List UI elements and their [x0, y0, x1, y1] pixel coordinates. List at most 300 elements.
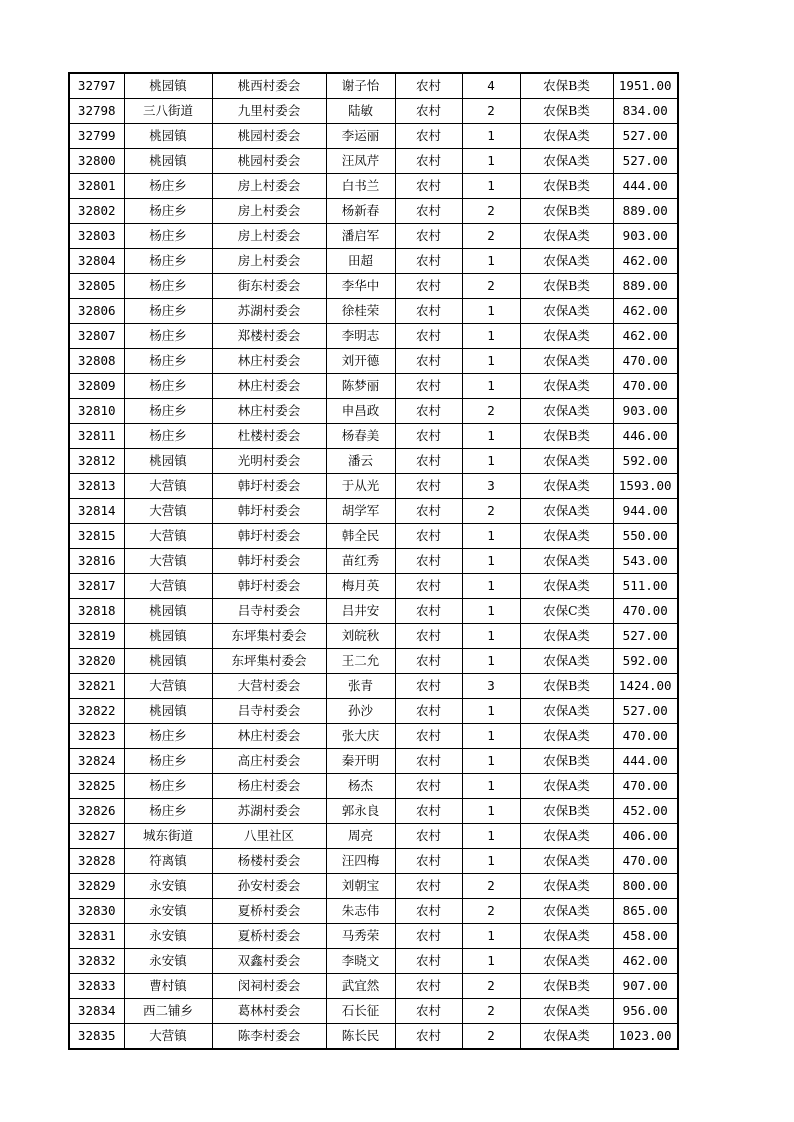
household-count-cell: 1: [462, 299, 520, 324]
committee-cell: 双鑫村委会: [212, 949, 326, 974]
household-count-cell: 2: [462, 274, 520, 299]
area-type-cell: 农村: [395, 424, 462, 449]
township-cell: 杨庄乡: [124, 749, 212, 774]
record-id-cell: 32827: [69, 824, 124, 849]
committee-cell: 桃园村委会: [212, 149, 326, 174]
person-name-cell: 吕井安: [326, 599, 395, 624]
insurance-category-cell: 农保A类: [520, 524, 613, 549]
person-name-cell: 郭永良: [326, 799, 395, 824]
person-name-cell: 田超: [326, 249, 395, 274]
area-type-cell: 农村: [395, 349, 462, 374]
person-name-cell: 于从光: [326, 474, 395, 499]
township-cell: 桃园镇: [124, 124, 212, 149]
table-row: [69, 224, 678, 249]
household-count-cell: 1: [462, 749, 520, 774]
committee-cell: 高庄村委会: [212, 749, 326, 774]
amount-cell: 527.00: [613, 124, 678, 149]
household-count-cell: 1: [462, 149, 520, 174]
township-cell: 大营镇: [124, 474, 212, 499]
committee-cell: 韩圩村委会: [212, 499, 326, 524]
amount-cell: 470.00: [613, 774, 678, 799]
township-cell: 桃园镇: [124, 649, 212, 674]
person-name-cell: 梅月英: [326, 574, 395, 599]
household-count-cell: 1: [462, 949, 520, 974]
person-name-cell: 韩全民: [326, 524, 395, 549]
table-row: [69, 299, 678, 324]
record-id-cell: 32835: [69, 1024, 124, 1050]
table-row: [69, 449, 678, 474]
insurance-category-cell: 农保A类: [520, 849, 613, 874]
person-name-cell: 刘皖秋: [326, 624, 395, 649]
record-id-cell: 32832: [69, 949, 124, 974]
insurance-category-cell: 农保B类: [520, 974, 613, 999]
township-cell: 杨庄乡: [124, 324, 212, 349]
household-count-cell: 1: [462, 624, 520, 649]
amount-cell: 944.00: [613, 499, 678, 524]
household-count-cell: 2: [462, 1024, 520, 1050]
table-row: [69, 73, 678, 99]
record-id-cell: 32808: [69, 349, 124, 374]
amount-cell: 511.00: [613, 574, 678, 599]
committee-cell: 韩圩村委会: [212, 474, 326, 499]
area-type-cell: 农村: [395, 774, 462, 799]
amount-cell: 543.00: [613, 549, 678, 574]
area-type-cell: 农村: [395, 99, 462, 124]
record-id-cell: 32816: [69, 549, 124, 574]
table-row: [69, 949, 678, 974]
table-row: [69, 974, 678, 999]
record-id-cell: 32801: [69, 174, 124, 199]
area-type-cell: 农村: [395, 499, 462, 524]
person-name-cell: 白书兰: [326, 174, 395, 199]
township-cell: 大营镇: [124, 674, 212, 699]
township-cell: 城东街道: [124, 824, 212, 849]
committee-cell: 韩圩村委会: [212, 549, 326, 574]
township-cell: 大营镇: [124, 524, 212, 549]
record-id-cell: 32819: [69, 624, 124, 649]
committee-cell: 林庄村委会: [212, 349, 326, 374]
record-id-cell: 32798: [69, 99, 124, 124]
household-count-cell: 2: [462, 899, 520, 924]
table-row: [69, 649, 678, 674]
area-type-cell: 农村: [395, 674, 462, 699]
person-name-cell: 周亮: [326, 824, 395, 849]
table-row: [69, 624, 678, 649]
record-id-cell: 32802: [69, 199, 124, 224]
record-id-cell: 32799: [69, 124, 124, 149]
area-type-cell: 农村: [395, 899, 462, 924]
insurance-category-cell: 农保B类: [520, 674, 613, 699]
person-name-cell: 杨杰: [326, 774, 395, 799]
table-row: [69, 549, 678, 574]
amount-cell: 446.00: [613, 424, 678, 449]
person-name-cell: 苗红秀: [326, 549, 395, 574]
table-row: [69, 474, 678, 499]
table-row: [69, 349, 678, 374]
township-cell: 杨庄乡: [124, 299, 212, 324]
township-cell: 三八街道: [124, 99, 212, 124]
table-row: [69, 499, 678, 524]
area-type-cell: 农村: [395, 524, 462, 549]
household-count-cell: 2: [462, 874, 520, 899]
person-name-cell: 朱志伟: [326, 899, 395, 924]
committee-cell: 房上村委会: [212, 174, 326, 199]
person-name-cell: 孙沙: [326, 699, 395, 724]
record-id-cell: 32811: [69, 424, 124, 449]
township-cell: 曹村镇: [124, 974, 212, 999]
person-name-cell: 秦开明: [326, 749, 395, 774]
table-row: [69, 374, 678, 399]
committee-cell: 林庄村委会: [212, 374, 326, 399]
area-type-cell: 农村: [395, 324, 462, 349]
township-cell: 杨庄乡: [124, 774, 212, 799]
area-type-cell: 农村: [395, 474, 462, 499]
insurance-category-cell: 农保A类: [520, 224, 613, 249]
record-id-cell: 32829: [69, 874, 124, 899]
amount-cell: 462.00: [613, 299, 678, 324]
amount-cell: 470.00: [613, 849, 678, 874]
table-row: [69, 274, 678, 299]
area-type-cell: 农村: [395, 299, 462, 324]
record-id-cell: 32805: [69, 274, 124, 299]
household-count-cell: 2: [462, 974, 520, 999]
committee-cell: 桃西村委会: [212, 73, 326, 99]
insurance-category-cell: 农保A类: [520, 374, 613, 399]
record-id-cell: 32800: [69, 149, 124, 174]
household-count-cell: 2: [462, 99, 520, 124]
household-count-cell: 1: [462, 649, 520, 674]
area-type-cell: 农村: [395, 549, 462, 574]
insurance-category-cell: 农保A类: [520, 399, 613, 424]
table-row: [69, 1024, 678, 1050]
township-cell: 杨庄乡: [124, 374, 212, 399]
insurance-category-cell: 农保A类: [520, 124, 613, 149]
township-cell: 永安镇: [124, 949, 212, 974]
committee-cell: 九里村委会: [212, 99, 326, 124]
amount-cell: 889.00: [613, 199, 678, 224]
insurance-category-cell: 农保A类: [520, 624, 613, 649]
township-cell: 杨庄乡: [124, 724, 212, 749]
table-row: [69, 199, 678, 224]
committee-cell: 杨庄村委会: [212, 774, 326, 799]
table-row: [69, 124, 678, 149]
area-type-cell: 农村: [395, 199, 462, 224]
household-count-cell: 1: [462, 549, 520, 574]
insurance-category-cell: 农保A类: [520, 499, 613, 524]
table-body: [69, 73, 678, 1049]
area-type-cell: 农村: [395, 699, 462, 724]
table-row: [69, 824, 678, 849]
township-cell: 大营镇: [124, 574, 212, 599]
township-cell: 大营镇: [124, 549, 212, 574]
township-cell: 桃园镇: [124, 73, 212, 99]
amount-cell: 444.00: [613, 174, 678, 199]
township-cell: 桃园镇: [124, 699, 212, 724]
amount-cell: 470.00: [613, 349, 678, 374]
person-name-cell: 汪凤芹: [326, 149, 395, 174]
area-type-cell: 农村: [395, 274, 462, 299]
area-type-cell: 农村: [395, 224, 462, 249]
amount-cell: 1023.00: [613, 1024, 678, 1050]
household-count-cell: 1: [462, 699, 520, 724]
township-cell: 杨庄乡: [124, 199, 212, 224]
township-cell: 西二铺乡: [124, 999, 212, 1024]
person-name-cell: 徐桂荣: [326, 299, 395, 324]
insurance-category-cell: 农保A类: [520, 724, 613, 749]
amount-cell: 462.00: [613, 324, 678, 349]
amount-cell: 865.00: [613, 899, 678, 924]
person-name-cell: 石长征: [326, 999, 395, 1024]
table-row: [69, 424, 678, 449]
committee-cell: 苏湖村委会: [212, 299, 326, 324]
person-name-cell: 武宜然: [326, 974, 395, 999]
record-id-cell: 32831: [69, 924, 124, 949]
township-cell: 大营镇: [124, 1024, 212, 1050]
insurance-category-cell: 农保A类: [520, 999, 613, 1024]
amount-cell: 903.00: [613, 399, 678, 424]
record-id-cell: 32809: [69, 374, 124, 399]
record-id-cell: 32824: [69, 749, 124, 774]
insurance-category-cell: 农保A类: [520, 549, 613, 574]
household-count-cell: 1: [462, 249, 520, 274]
committee-cell: 林庄村委会: [212, 399, 326, 424]
amount-cell: 1951.00: [613, 73, 678, 99]
area-type-cell: 农村: [395, 749, 462, 774]
household-count-cell: 1: [462, 824, 520, 849]
insurance-category-cell: 农保A类: [520, 574, 613, 599]
household-count-cell: 2: [462, 199, 520, 224]
record-id-cell: 32821: [69, 674, 124, 699]
insurance-category-cell: 农保A类: [520, 824, 613, 849]
insurance-category-cell: 农保A类: [520, 149, 613, 174]
record-id-cell: 32818: [69, 599, 124, 624]
township-cell: 永安镇: [124, 924, 212, 949]
record-id-cell: 32810: [69, 399, 124, 424]
committee-cell: 光明村委会: [212, 449, 326, 474]
amount-cell: 470.00: [613, 374, 678, 399]
committee-cell: 韩圩村委会: [212, 524, 326, 549]
person-name-cell: 陆敏: [326, 99, 395, 124]
person-name-cell: 潘启军: [326, 224, 395, 249]
insurance-category-cell: 农保A类: [520, 899, 613, 924]
household-count-cell: 1: [462, 349, 520, 374]
committee-cell: 苏湖村委会: [212, 799, 326, 824]
person-name-cell: 李晓文: [326, 949, 395, 974]
record-id-cell: 32807: [69, 324, 124, 349]
household-count-cell: 4: [462, 73, 520, 99]
committee-cell: 夏桥村委会: [212, 899, 326, 924]
committee-cell: 夏桥村委会: [212, 924, 326, 949]
committee-cell: 韩圩村委会: [212, 574, 326, 599]
township-cell: 杨庄乡: [124, 424, 212, 449]
area-type-cell: 农村: [395, 149, 462, 174]
table-row: [69, 749, 678, 774]
table-row: [69, 149, 678, 174]
record-id-cell: 32828: [69, 849, 124, 874]
township-cell: 永安镇: [124, 899, 212, 924]
household-count-cell: 1: [462, 724, 520, 749]
area-type-cell: 农村: [395, 73, 462, 99]
table-row: [69, 524, 678, 549]
area-type-cell: 农村: [395, 399, 462, 424]
insurance-category-cell: 农保A类: [520, 774, 613, 799]
record-id-cell: 32823: [69, 724, 124, 749]
area-type-cell: 农村: [395, 874, 462, 899]
person-name-cell: 杨新春: [326, 199, 395, 224]
person-name-cell: 申昌政: [326, 399, 395, 424]
household-count-cell: 1: [462, 174, 520, 199]
amount-cell: 1593.00: [613, 474, 678, 499]
area-type-cell: 农村: [395, 824, 462, 849]
insurance-category-cell: 农保A类: [520, 474, 613, 499]
table-row: [69, 324, 678, 349]
insurance-category-cell: 农保A类: [520, 924, 613, 949]
person-name-cell: 张青: [326, 674, 395, 699]
person-name-cell: 王二允: [326, 649, 395, 674]
insurance-category-cell: 农保B类: [520, 424, 613, 449]
committee-cell: 陈李村委会: [212, 1024, 326, 1050]
table-row: [69, 724, 678, 749]
amount-cell: 470.00: [613, 724, 678, 749]
area-type-cell: 农村: [395, 1024, 462, 1050]
amount-cell: 458.00: [613, 924, 678, 949]
amount-cell: 462.00: [613, 949, 678, 974]
table-row: [69, 924, 678, 949]
amount-cell: 462.00: [613, 249, 678, 274]
table-row: [69, 249, 678, 274]
table-row: [69, 399, 678, 424]
insurance-category-cell: 农保A类: [520, 324, 613, 349]
area-type-cell: 农村: [395, 999, 462, 1024]
person-name-cell: 汪四梅: [326, 849, 395, 874]
record-id-cell: 32814: [69, 499, 124, 524]
household-count-cell: 1: [462, 574, 520, 599]
amount-cell: 956.00: [613, 999, 678, 1024]
insurance-category-cell: 农保A类: [520, 299, 613, 324]
committee-cell: 八里社区: [212, 824, 326, 849]
amount-cell: 527.00: [613, 149, 678, 174]
table-row: [69, 799, 678, 824]
record-id-cell: 32803: [69, 224, 124, 249]
area-type-cell: 农村: [395, 374, 462, 399]
area-type-cell: 农村: [395, 949, 462, 974]
committee-cell: 吕寺村委会: [212, 599, 326, 624]
person-name-cell: 潘云: [326, 449, 395, 474]
table-row: [69, 849, 678, 874]
person-name-cell: 刘朝宝: [326, 874, 395, 899]
insurance-category-cell: 农保B类: [520, 174, 613, 199]
person-name-cell: 谢子怡: [326, 73, 395, 99]
insurance-category-cell: 农保B类: [520, 749, 613, 774]
committee-cell: 葛林村委会: [212, 999, 326, 1024]
person-name-cell: 杨春美: [326, 424, 395, 449]
person-name-cell: 陈梦丽: [326, 374, 395, 399]
table-row: [69, 99, 678, 124]
amount-cell: 406.00: [613, 824, 678, 849]
insurance-category-cell: 农保A类: [520, 249, 613, 274]
record-id-cell: 32826: [69, 799, 124, 824]
township-cell: 桃园镇: [124, 449, 212, 474]
township-cell: 桃园镇: [124, 624, 212, 649]
committee-cell: 东坪集村委会: [212, 624, 326, 649]
record-id-cell: 32806: [69, 299, 124, 324]
amount-cell: 1424.00: [613, 674, 678, 699]
insurance-category-cell: 农保A类: [520, 349, 613, 374]
committee-cell: 吕寺村委会: [212, 699, 326, 724]
household-count-cell: 1: [462, 374, 520, 399]
household-count-cell: 3: [462, 674, 520, 699]
person-name-cell: 李明志: [326, 324, 395, 349]
amount-cell: 800.00: [613, 874, 678, 899]
township-cell: 桃园镇: [124, 599, 212, 624]
area-type-cell: 农村: [395, 849, 462, 874]
person-name-cell: 李华中: [326, 274, 395, 299]
household-count-cell: 3: [462, 474, 520, 499]
township-cell: 杨庄乡: [124, 799, 212, 824]
amount-cell: 550.00: [613, 524, 678, 549]
amount-cell: 470.00: [613, 599, 678, 624]
table-row: [69, 874, 678, 899]
committee-cell: 郑楼村委会: [212, 324, 326, 349]
area-type-cell: 农村: [395, 249, 462, 274]
person-name-cell: 李运丽: [326, 124, 395, 149]
insurance-category-cell: 农保C类: [520, 599, 613, 624]
record-id-cell: 32834: [69, 999, 124, 1024]
record-id-cell: 32817: [69, 574, 124, 599]
township-cell: 永安镇: [124, 874, 212, 899]
amount-cell: 903.00: [613, 224, 678, 249]
amount-cell: 452.00: [613, 799, 678, 824]
household-count-cell: 1: [462, 449, 520, 474]
insurance-category-cell: 农保A类: [520, 1024, 613, 1050]
record-id-cell: 32804: [69, 249, 124, 274]
household-count-cell: 2: [462, 999, 520, 1024]
household-count-cell: 1: [462, 524, 520, 549]
area-type-cell: 农村: [395, 449, 462, 474]
committee-cell: 大营村委会: [212, 674, 326, 699]
committee-cell: 杨楼村委会: [212, 849, 326, 874]
committee-cell: 林庄村委会: [212, 724, 326, 749]
committee-cell: 街东村委会: [212, 274, 326, 299]
records-table: [68, 72, 679, 1050]
committee-cell: 东坪集村委会: [212, 649, 326, 674]
area-type-cell: 农村: [395, 924, 462, 949]
area-type-cell: 农村: [395, 799, 462, 824]
amount-cell: 592.00: [613, 649, 678, 674]
household-count-cell: 1: [462, 849, 520, 874]
committee-cell: 杜楼村委会: [212, 424, 326, 449]
record-id-cell: 32830: [69, 899, 124, 924]
township-cell: 杨庄乡: [124, 349, 212, 374]
township-cell: 杨庄乡: [124, 399, 212, 424]
area-type-cell: 农村: [395, 599, 462, 624]
committee-cell: 闵祠村委会: [212, 974, 326, 999]
township-cell: 桃园镇: [124, 149, 212, 174]
record-id-cell: 32820: [69, 649, 124, 674]
amount-cell: 834.00: [613, 99, 678, 124]
insurance-category-cell: 农保A类: [520, 699, 613, 724]
household-count-cell: 1: [462, 924, 520, 949]
table-row: [69, 174, 678, 199]
household-count-cell: 1: [462, 124, 520, 149]
household-count-cell: 1: [462, 774, 520, 799]
committee-cell: 房上村委会: [212, 199, 326, 224]
area-type-cell: 农村: [395, 649, 462, 674]
record-id-cell: 32822: [69, 699, 124, 724]
record-id-cell: 32813: [69, 474, 124, 499]
insurance-category-cell: 农保A类: [520, 449, 613, 474]
insurance-category-cell: 农保B类: [520, 274, 613, 299]
